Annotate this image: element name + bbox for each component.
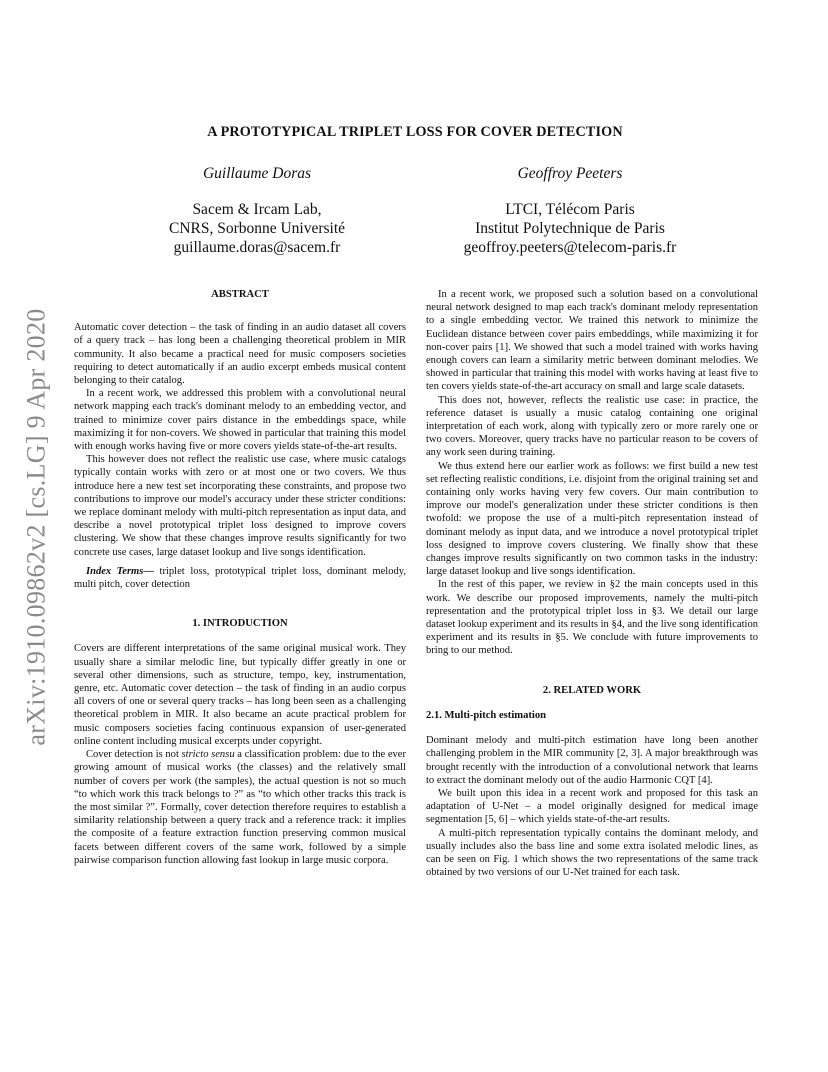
right-column [426,288,758,879]
intro-paragraph-2 [74,748,406,867]
author-1-affiliation-2: CNRS, Sorbonne Université [168,220,346,237]
author-1-affiliation-1: Sacem & Ircam Lab, [192,201,322,218]
index-terms [74,565,406,591]
multi-pitch-subheading: 2.1. Multi-pitch estimation [426,709,547,721]
intro-paragraph-2-start: Cover detection is not [86,749,182,761]
index-terms-text: triplet loss, prototypical triplet loss, dominant melody, multi pitch, cover detection [74,565,406,591]
intro-paragraph-3: In a recent work, we proposed such a solution based on a convolutional neural network designed to map each track's dominant melody representation to a single embedding vector. We trained this network to minimize the Euclidean distance between cover pairs embeddings, while maximizing it for non-cover pairs [1]. We showed that such a model trained with works having enough covers can learn a similarity metric between dominant melodies. We showed in particular that training this model with works having at least five to ten covers yields state-of-the-art accuracy on small and large scale datasets. [426,289,758,393]
related-paragraph-2: We built upon this idea in a recent work and proposed for this task an adaptation of U-Net – a model originally designed for medical image segmentation [5, 6] – which yields state-of-the-art results. [426,787,758,826]
abstract-heading: ABSTRACT [211,289,269,300]
intro-paragraph-1: Covers are different interpretations of the same original musical work. They usually share a similar melodic line, but typically differ greatly in one or several other dimensions, such as structure, tempo, key, instrumentation, genre, etc. Automatic cover detection – the task of finding in an audio corpus all covers of one or several query tracks – has long been seen as a challenging theoretical problem in MIR. It also became an acute practical problem for music composers societies facing continuous expansion of user-generated online content including musical excerpts under copyright. [74,643,406,747]
author-2-affiliation-1: LTCI, Télécom Paris [505,201,635,218]
author-1-name: Guillaume Doras [202,165,312,182]
introduction-heading: 1. INTRODUCTION [192,618,288,630]
index-terms-label: Index Terms— [86,565,154,577]
author-1-email: guillaume.doras@sacem.fr [173,239,341,256]
abstract-paragraph-3: This however does not reflect the realistic use case, where music catalogs typically contain works with zero or at most one or two covers. We thus introduce here a new test set incorporating these constraints, and propose two contributions to improve our model's accuracy under these stricter conditions: we replace dominant melody with multi-pitch representation as input data, and describe a novel prototypical triplet loss designed to improve covers clustering. We show that these changes improve results significantly for two concrete use cases, large dataset lookup and live songs identification. [74,454,406,558]
author-2-name: Geoffroy Peeters [517,165,623,182]
related-paragraph-1: Dominant melody and multi-pitch estimation have long been another challenging problem in the MIR community [2, 3]. A major breakthrough was brought recently with the introduction of a convolutional network that learns to extract the dominant melody out of the audio Harmonic CQT [4]. [426,735,758,786]
author-2-email: geoffroy.peeters@telecom-paris.fr [463,239,677,256]
intro-paragraph-4: This does not, however, reflects the realistic use case: in practice, the reference dataset is usually a music catalog containing one original interpretation of each work, along with typically zero or more rarely one or two covers. Moreover, query tracks have no particular reason to be covers of any work seen during training. [426,394,758,459]
intro-paragraph-6: In the rest of this paper, we review in §2 the main concepts used in this work. We describe our proposed improvements, namely the multi-pitch representation and the prototypical triplet loss in §3. We detail our large dataset lookup experiment and its results in §4, and the live song identification experiment and its results in §5. We conclude with future improvements to bring to our method. [426,579,758,657]
arxiv-identifier-text: arXiv:1910.09862v2 [cs.LG] 9 Apr 2020 [22,308,51,746]
related-work-heading: 2. RELATED WORK [542,684,642,696]
paper-title: A PROTOTYPICAL TRIPLET LOSS FOR COVER DETECTION [207,124,623,140]
intro-paragraph-2-emphasis: stricto sensu [181,749,235,761]
related-paragraph-3: A multi-pitch representation typically contains the dominant melody, and usually includes also the bass line and some extra isolated melodic lines, as can be seen on Fig. 1 which shows the two representations of the same track obtained by two versions of our U-Net trained for each task. [426,827,758,879]
author-1 [107,164,407,257]
left-column [74,288,406,867]
author-2-affiliation-2: Institut Polytechnique de Paris [475,220,665,237]
author-2 [420,164,720,257]
abstract-paragraph-2: In a recent work, we addressed this problem with a convolutional neural network mapping each track's dominant melody to an embedding vector, and trained to minimize cover pairs distance in the embeddings space, while maximizing it for non-covers. We showed in particular that training this model with enough works having five or more covers yields state-of-the-art results. [74,388,406,453]
abstract-paragraph-1: Automatic cover detection – the task of finding in an audio dataset all covers of a query track – has long been a challenging theoretical problem in MIR community. It also became a practical need for music composers societies requiring to detect automatically if an audio excerpt embeds musical content belonging to their catalog. [74,322,406,387]
arxiv-identifier [22,292,52,762]
intro-paragraph-5: We thus extend here our earlier work as follows: we first build a new test set reflecting realistic conditions, i.e. disjoint from the original training set and containing only works having very few covers. Our main contribution to improve our model's generalization under these stricter conditions is then twofold: we propose the use of a multi-pitch representation instead of dominant melody as input data, and we introduce a novel prototypical triplet loss designed to improve covers clustering. We finally show that these changes improve results significantly on two common tasks in the industry: large dataset lookup and live songs identification. [426,460,758,578]
intro-paragraph-2-rest: a classification problem: due to the ever growing amount of musical works (the classes) and the relatively small number of covers per work (the samples), the actual question is not so much “to which work this track belongs to ?” as “to which other tracks this track is the most similar ?”. Formally, cover detection therefore requires to establish a similarity relationship between a query track and a reference track: it implies the composite of a feature extraction function preserving common musical facets between different covers of the same work, followed by a simple pairwise comparison function allowing fast lookup in large music corpora. [74,749,407,866]
